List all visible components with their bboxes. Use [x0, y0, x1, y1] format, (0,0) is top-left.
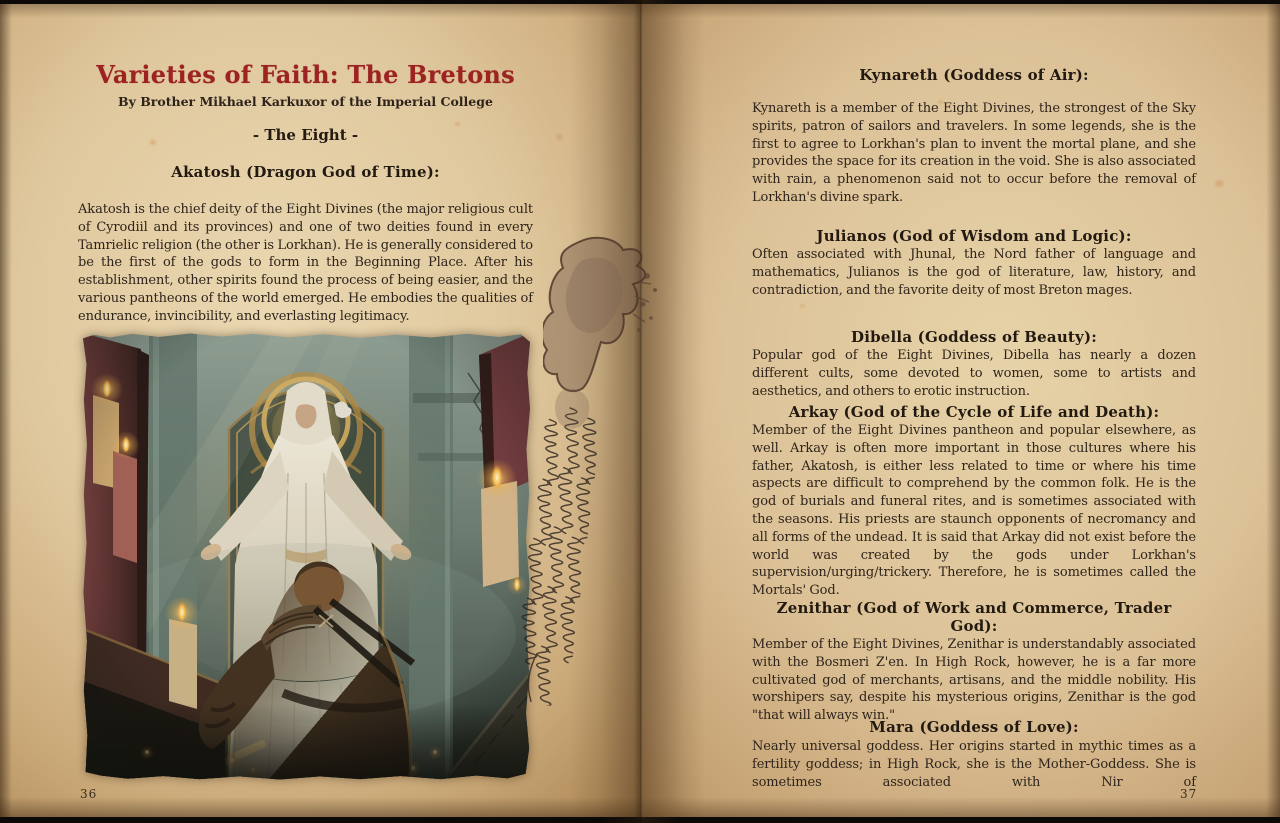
entry-body: Popular god of the Eight Divines, Dibella has nearly a dozen different cults, some devoted to women, some to artists and aesthetics, and others to erotic instruction. — [752, 348, 1196, 399]
entry-heading: Mara (Goddess of Love): — [869, 718, 1079, 736]
page-number-right: 37 — [1180, 787, 1198, 801]
byline: By Brother Mikhael Karkuxor of the Imperial College — [118, 94, 493, 109]
entry-julianos — [752, 227, 1196, 299]
entry-akatosh — [78, 163, 533, 185]
entry-body: Kynareth is a member of the Eight Divines, the strongest of the Sky spirits, patron of sailors and travelers. In some legends, she is the first to agree to Lorkhan's plan to invent the mortal plane, and she provides the space for its creation in the void. She is also associated with rain, a phenomenon said not to occur before the removal of Lorkhan's divine spark. — [752, 101, 1196, 205]
book-title — [78, 60, 533, 89]
entry-heading: Arkay (God of the Cycle of Life and Death): — [788, 403, 1160, 421]
entry-body: Member of the Eight Divines, Zenithar is understandably associated with the Bosmeri Z'en. In High Rock, however, he is a far more cultivated god of merchants, artisans, and the middle nobility. His worshipers say, despite his mysterious origins, Zenithar is the god "that will always win." — [752, 637, 1196, 724]
right-page — [640, 4, 1280, 817]
section-heading-block — [78, 126, 533, 144]
shrine-painting-image — [83, 333, 530, 780]
byline-block — [78, 94, 533, 109]
entry-heading: Akatosh (Dragon God of Time): — [171, 163, 440, 181]
entry-mara — [752, 718, 1196, 791]
entry-kynareth — [752, 66, 1196, 207]
goddess-shrine-illustration — [83, 333, 530, 780]
entry-akatosh-body — [78, 201, 533, 326]
entry-body: Nearly universal goddess. Her origins started in mythic times as a fertility goddess; in High Rock, she is the Mother-Goddess. She is sometimes associated with Nir of — [752, 739, 1196, 790]
entry-zenithar — [752, 599, 1196, 725]
entry-arkay — [752, 403, 1196, 600]
entry-heading: Dibella (Goddess of Beauty): — [850, 328, 1098, 346]
parchment-speckle — [556, 134, 563, 140]
entry-body: Often associated with Jhunal, the Nord father of language and mathematics, Julianos is the god of literature, law, history, and contradiction, and the favorite deity of most Breton mages. — [752, 247, 1196, 298]
parchment-speckle — [1215, 180, 1224, 187]
entry-heading: Julianos (God of Wisdom and Logic): — [816, 227, 1132, 245]
entry-body: Akatosh is the chief deity of the Eight Divines (the major religious cult of Cyrodiil and its provinces) and one of two deities found in every Tamrielic religion (the other is Lorkhan). He is generally considered to be the first of the gods to form in the Beginning Place. After his establishment, other spirits found the process of being easier, and the various pantheons of the world emerged. He embodies the qualities of endurance, invincibility, and everlasting legitimacy. — [78, 202, 533, 324]
entry-heading: Zenithar (God of Work and Commerce, Trader God): — [776, 599, 1172, 635]
entry-body: Member of the Eight Divines pantheon and popular elsewhere, as well. Arkay is often more important in those cultures where his father, Akatosh, is either less related to time or where his time aspects are difficult to comprehend by the common folk. He is the god of burials and funeral rites, and is sometimes associated with the seasons. His priests are staunch opponents of necromancy and all forms of the undead. It is said that Arkay did not exist before the world was created by the gods under Lorkhan's supervision/urging/trickery. Therefore, he is sometimes called the Mortals' God. — [752, 423, 1196, 599]
section-heading: - The Eight - — [252, 126, 359, 144]
entry-heading: Kynareth (Goddess of Air): — [859, 66, 1089, 84]
page-title: Varieties of Faith: The Bretons — [96, 60, 515, 89]
page-number-left: 36 — [80, 787, 98, 801]
parchment-speckle — [800, 304, 805, 308]
entry-dibella — [752, 328, 1196, 400]
